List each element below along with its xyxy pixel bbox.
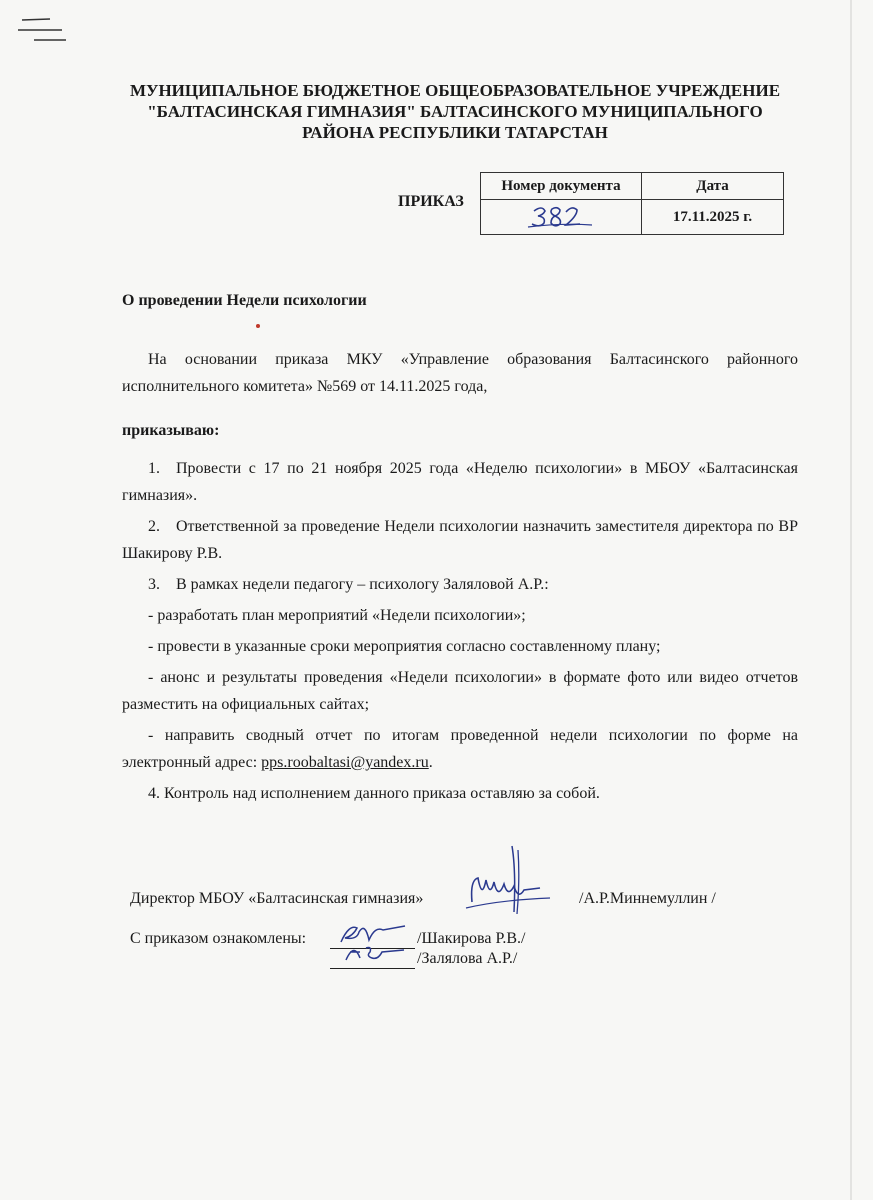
header-line-1: МУНИЦИПАЛЬНОЕ БЮДЖЕТНОЕ ОБЩЕОБРАЗОВАТЕЛЬНОЕ УЧРЕЖДЕНИЕ: [129, 81, 781, 100]
item-2-text: Ответственной за проведение Недели психологии назначить заместителя директора по ВР Шакирову Р.В.: [122, 518, 798, 562]
director-title: Директор МБОУ «Балтасинская гимназия»: [130, 890, 424, 907]
handwritten-document-number: [526, 204, 596, 230]
item-3-number: 3.: [148, 576, 160, 593]
subitem-4: [122, 722, 798, 776]
item-4: 4. Контроль над исполнением данного приказа оставляю за собой.: [148, 785, 600, 802]
order-label: ПРИКАЗ: [398, 193, 464, 210]
subitem-4-end: .: [428, 754, 433, 771]
header-line-3: РАЙОНА РЕСПУБЛИКИ ТАТАРСТАН: [302, 123, 608, 142]
corner-mark: [14, 16, 68, 44]
basis-paragraph: На основании приказа МКУ «Управление образования Балтасинского районного исполнительного комитета» №569 от 14.11.2025 года,: [122, 351, 798, 395]
number-header: Номер документа: [481, 173, 642, 200]
item-2-number: 2.: [148, 518, 160, 535]
acquainted-person-2: /Залялова А.Р./: [417, 950, 518, 967]
order-info-table: [480, 172, 784, 235]
item-3-text: В рамках недели педагогу – психологу Заляловой А.Р.:: [176, 576, 549, 593]
email-link[interactable]: pps.roobaltasi@yandex.ru: [261, 754, 429, 771]
document-number-cell: [481, 200, 642, 235]
order-items: [122, 455, 798, 811]
scan-edge-line: [850, 0, 852, 1200]
order-word: приказываю:: [122, 422, 220, 439]
organization-header: [105, 80, 805, 143]
subitem-2: - провести в указанные сроки мероприятия согласно составленному плану;: [148, 638, 661, 655]
subitem-1: - разработать план мероприятий «Недели психологии»;: [148, 607, 526, 624]
red-mark: [256, 324, 260, 328]
document-date-cell: 17.11.2025 г.: [642, 200, 784, 235]
item-2: [122, 513, 798, 567]
item-3: [122, 571, 798, 598]
director-name: /А.Р.Миннемуллин /: [579, 890, 716, 907]
item-1-text: Провести с 17 по 21 ноября 2025 года «Неделю психологии» в МБОУ «Балтасинская гимназия».: [122, 460, 798, 504]
subitem-4-text: - направить сводный отчет по итогам проведенной недели психологии по форме на электронный адрес:: [122, 727, 798, 771]
order-title: О проведении Недели психологии: [122, 292, 367, 309]
acquainted-label: С приказом ознакомлены:: [130, 930, 307, 947]
header-line-2: "БАЛТАСИНСКАЯ ГИМНАЗИЯ" БАЛТАСИНСКОГО МУНИЦИПАЛЬНОГО: [147, 102, 763, 121]
signature-zalyalova: [338, 940, 410, 964]
item-1: [122, 455, 798, 509]
acquainted-person-1: /Шакирова Р.В./: [417, 930, 526, 947]
item-1-number: 1.: [148, 460, 160, 477]
director-signature: [460, 840, 555, 922]
date-header: Дата: [642, 173, 784, 200]
subitem-3: - анонс и результаты проведения «Недели психологии» в формате фото или видео отчетов разместить на официальных сайтах;: [122, 669, 798, 713]
